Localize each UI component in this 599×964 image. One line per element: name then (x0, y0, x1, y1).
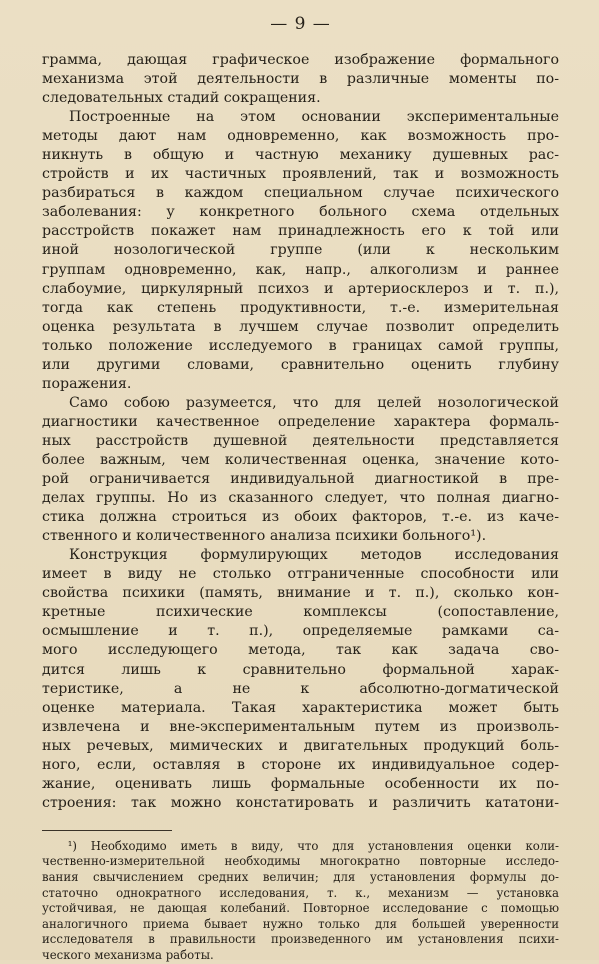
text-line: механизма этой деятельности в различные моменты по- (42, 71, 559, 88)
text-line: никнуть в общую и частную механику душевных рас- (42, 147, 559, 164)
text-line: строения: так можно констатировать и различить кататони- (42, 794, 559, 811)
text-line: оценка результата в лучшем случае позволит определить (42, 318, 559, 335)
footnote-line: исследователя в правильности произведенного им установления психи- (42, 932, 559, 947)
text-line: стройств и их частичных проявлений, так и возможность (42, 166, 559, 183)
main-text (42, 51, 559, 813)
text-line: грамма, дающая графическое изображение формального (42, 52, 559, 68)
page-number: — 9 — (270, 14, 331, 34)
text-line: ных речевых, мимических и двигательных продукций боль- (42, 737, 559, 754)
footnote-line: ческого механизма работы. (42, 948, 214, 963)
footnote-line: аналогичного приема бывает нужно только для большей уверенности (42, 916, 559, 931)
text-line: свойства психики (память, внимание и т. п.), сколько кон- (42, 585, 559, 602)
text-line: ных расстройств душевной деятельности представляется (42, 432, 559, 449)
text-line: оценке материала. Такая характеристика может быть (42, 699, 559, 716)
text-line: группам одновременно, как, напр., алкоголизм и раннее (42, 261, 559, 278)
text-line: имеет в виду не столько отграниченные способности или (42, 566, 559, 583)
text-line: теристике, а не к абсолютно-догматической (42, 680, 559, 697)
text-line: слабоумие, циркулярный психоз и артериосклероз и т. п.), (42, 280, 559, 297)
footnote-line: вания свычислением средних величин; для установления формулы до- (42, 870, 559, 885)
text-line: ственного и количественного анализа психики больного¹). (42, 528, 487, 545)
text-line: мого исследующего метода, так как задача сво- (42, 642, 559, 659)
text-line: стика должна строиться из обоих факторов, т.-е. из каче- (42, 509, 559, 526)
text-line: более важным, чем количественная оценка, значение кото- (42, 451, 559, 468)
text-line: разбираться в каждом специальном случае психического (42, 185, 559, 202)
text-line: кретные психические комплексы (сопоставление, (42, 604, 559, 621)
text-line: тогда как степень продуктивности, т.-е. измерительная (42, 299, 559, 316)
text-line: иной нозологической группе (или к нескольким (42, 242, 559, 259)
footnote-line: статочно однократного исследования, т. к., механизм — установка (42, 885, 559, 900)
text-line: Само собою разумеется, что для целей нозологической (68, 394, 559, 411)
text-line: делах группы. Но из сказанного следует, что полная диагно- (42, 490, 559, 507)
text-line: следовательных стадий сокращения. (42, 90, 321, 107)
text-line: жание, оценивать лишь формальные особенности их по- (42, 775, 559, 792)
text-line: осмышление и т. п.), определяемые рамками са- (42, 623, 559, 640)
text-line: Конструкция формулирующих методов исследования (68, 547, 559, 564)
text-line: расстройств покажет нам принадлежность его к той или (42, 223, 559, 240)
footnote-text (42, 839, 559, 964)
text-line: диагностики качественное определение характера формаль- (42, 413, 559, 430)
text-line: заболевания: у конкретного больного схема отдельных (42, 204, 559, 221)
text-line: Построенные на этом основании экспериментальные (68, 109, 559, 126)
text-line: или другими словами, сравнительно оценить глубину (42, 356, 559, 373)
text-line: дится лишь к сравнительно формальной харак- (42, 661, 559, 678)
text-line: извлечена и вне-экспериментальным путем из произволь- (42, 718, 559, 735)
text-line: рой ограничивается индивидуальной диагностикой в пре- (42, 471, 559, 488)
text-line: только положение исследуемого в границах самой группы, (42, 337, 559, 354)
footnote-line: ¹) Необходимо иметь в виду, что для установления оценки коли- (67, 838, 559, 853)
text-line: методы дают нам одновременно, как возможность про- (42, 128, 559, 145)
footnote-line: чественно-измерительной необходимы многократно повторные исследо- (42, 854, 559, 869)
footnote-divider (42, 830, 172, 831)
text-line: ного, если, оставляя в стороне их индивидуальное содер- (42, 756, 559, 773)
footnote-line: устойчивая, не дающая колебаний. Повторное исследование с помощью (42, 901, 559, 916)
text-line: поражения. (42, 375, 132, 392)
